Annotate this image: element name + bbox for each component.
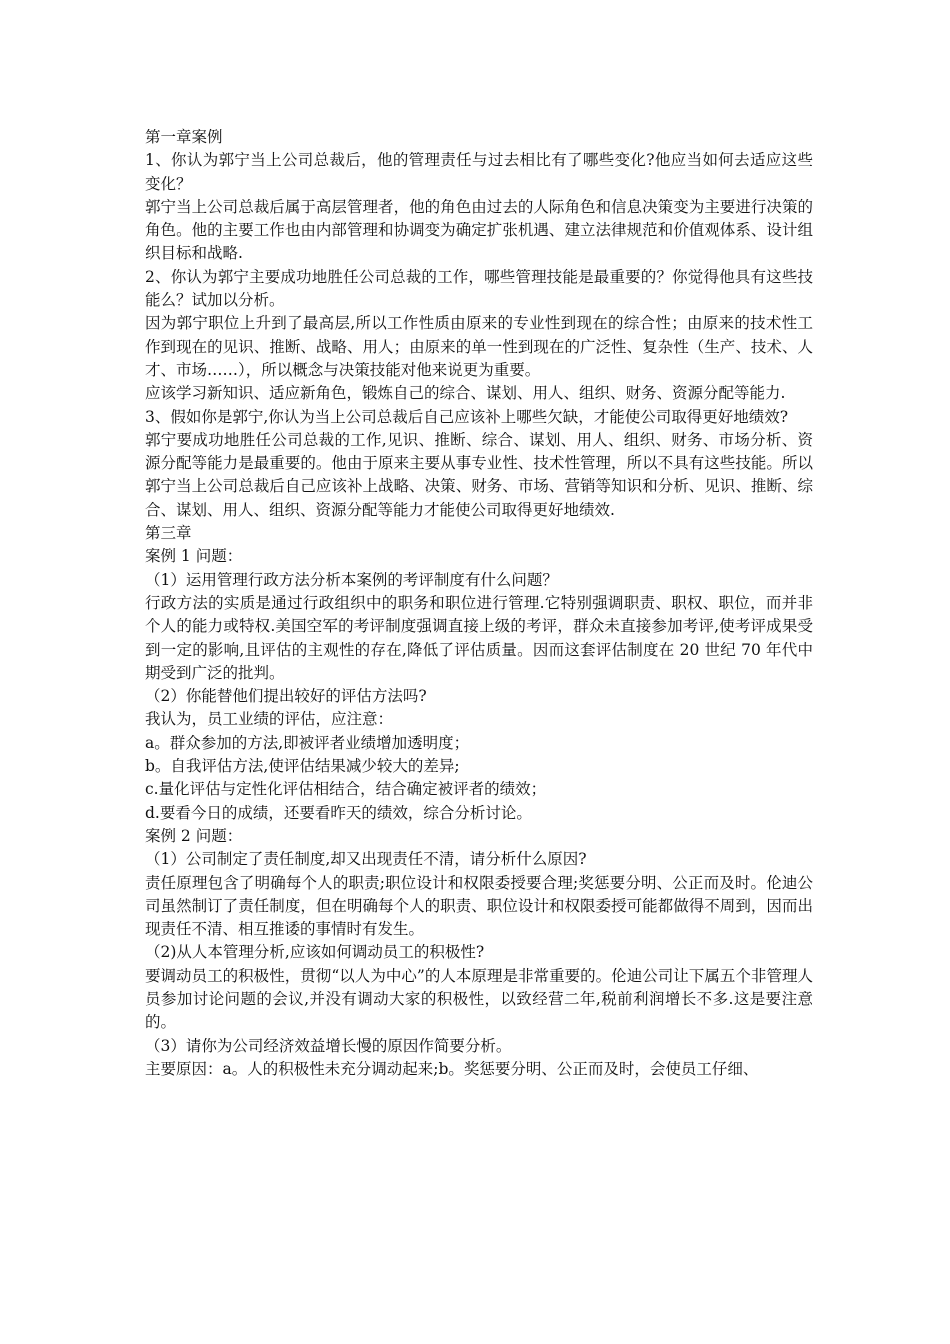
document-page bbox=[145, 126, 813, 1081]
chapter-three-heading: 第三章 bbox=[145, 524, 192, 543]
question-3: 3、假如你是郭宁,你认为当上公司总裁后自己应该补上哪些欠缺，才能使公司取得更好地绩效? bbox=[145, 407, 789, 426]
case-2-heading: 案例 2 问题： bbox=[145, 826, 243, 845]
case-2-question-3: （3）请你为公司经济效益增长慢的原因作简要分析。 bbox=[145, 1036, 512, 1055]
case-2-question-1: （1）公司制定了责任制度,却又出现责任不清，请分析什么原因? bbox=[145, 850, 587, 869]
answer-2a: 因为郭宁职位上升到了最高层,所以工作性质由原来的专业性到现在的综合性；由原来的技术性工作到现在的见识、推断、战略、用人；由原来的单一性到现在的广泛性、复杂性（生产、技术、人才、市场……），所以概念与决策技能对他来说更为重要。 bbox=[145, 314, 813, 379]
case-2-answer-2: 要调动员工的积极性，贯彻“以人为中心”的人本原理是非常重要的。伦迪公司让下属五个非管理人员参加讨论问题的会议,并没有调动大家的积极性，以致经营二年,税前利润增长不多.这是要注意的。 bbox=[145, 966, 813, 1032]
case-2-answer-3: 主要原因：a。人的积极性未充分调动起来;b。奖惩要分明、公正而及时，会使员工仔细、 bbox=[145, 1059, 759, 1078]
case-2-question-2: （2)从人本管理分析,应该如何调动员工的积极性? bbox=[145, 943, 485, 962]
case-1-heading: 案例 1 问题： bbox=[145, 547, 243, 566]
case-2-answer-1: 责任原理包含了明确每个人的职责;职位设计和权限委授要合理;奖惩要分明、公正而及时。伦迪公司虽然制订了责任制度，但在明确每个人的职责、职位设计和权限委授可能都做得不周到，因而出现责任不清、相互推诿的事情时有发生。 bbox=[145, 873, 813, 939]
question-1: 1、你认为郭宁当上公司总裁后，他的管理责任与过去相比有了哪些变化?他应当如何去适应这些变化？ bbox=[145, 151, 813, 193]
case-1-question-2: （2）你能替他们提出较好的评估方法吗? bbox=[145, 687, 427, 706]
chapter-one-heading: 第一章案例 bbox=[145, 128, 223, 146]
case-1-answer-2-item-a: a。群众参加的方法,即被评者业绩增加透明度； bbox=[145, 733, 470, 752]
answer-3: 郭宁要成功地胜任公司总裁的工作,见识、推断、综合、谋划、用人、组织、财务、市场分析、资源分配等能力是最重要的。他由于原来主要从事专业性、技术性管理，所以不具有这些技能。所以郭宁当上公司总裁后自己应该补上战略、决策、财务、市场、营销等知识和分析、见识、推断、综合、谋划、用人、组织、资源分配等能力才能使公司取得更好地绩效. bbox=[145, 430, 813, 519]
case-1-question-1: （1）运用管理行政方法分析本案例的考评制度有什么问题？ bbox=[145, 570, 558, 589]
case-1-answer-2-item-d: d.要看今日的成绩，还要看昨天的绩效，综合分析讨论。 bbox=[145, 803, 532, 822]
answer-2b: 应该学习新知识、适应新角色，锻炼自己的综合、谋划、用人、组织、财务、资源分配等能力. bbox=[145, 384, 786, 403]
question-2: 2、你认为郭宁主要成功地胜任公司总裁的工作，哪些管理技能是最重要的？你觉得他具有这些技能么？试加以分析。 bbox=[145, 267, 813, 310]
answer-1: 郭宁当上公司总裁后属于高层管理者，他的角色由过去的人际角色和信息决策变为主要进行决策的角色。他的主要工作也由内部管理和协调变为确定扩张机遇、建立法律规范和价值观体系、设计组织目标和战略. bbox=[145, 197, 813, 263]
case-1-answer-2-item-b: b。自我评估方法,使评估结果减少较大的差异; bbox=[145, 757, 460, 776]
case-1-answer-2-intro: 我认为，员工业绩的评估，应注意： bbox=[145, 710, 394, 729]
case-1-answer-1: 行政方法的实质是通过行政组织中的职务和职位进行管理.它特别强调职责、职权、职位，而并非个人的能力或特权.美国空军的考评制度强调直接上级的考评，群众未直接参加考评,使考评成果受到一定的影响,且评估的主观性的存在,降低了评估质量。因而这套评估制度在 20 世纪 70 年代中期受到广泛的批判。 bbox=[145, 593, 813, 682]
case-1-answer-2-item-c: c.量化评估与定性化评估相结合，结合确定被评者的绩效； bbox=[145, 780, 547, 799]
